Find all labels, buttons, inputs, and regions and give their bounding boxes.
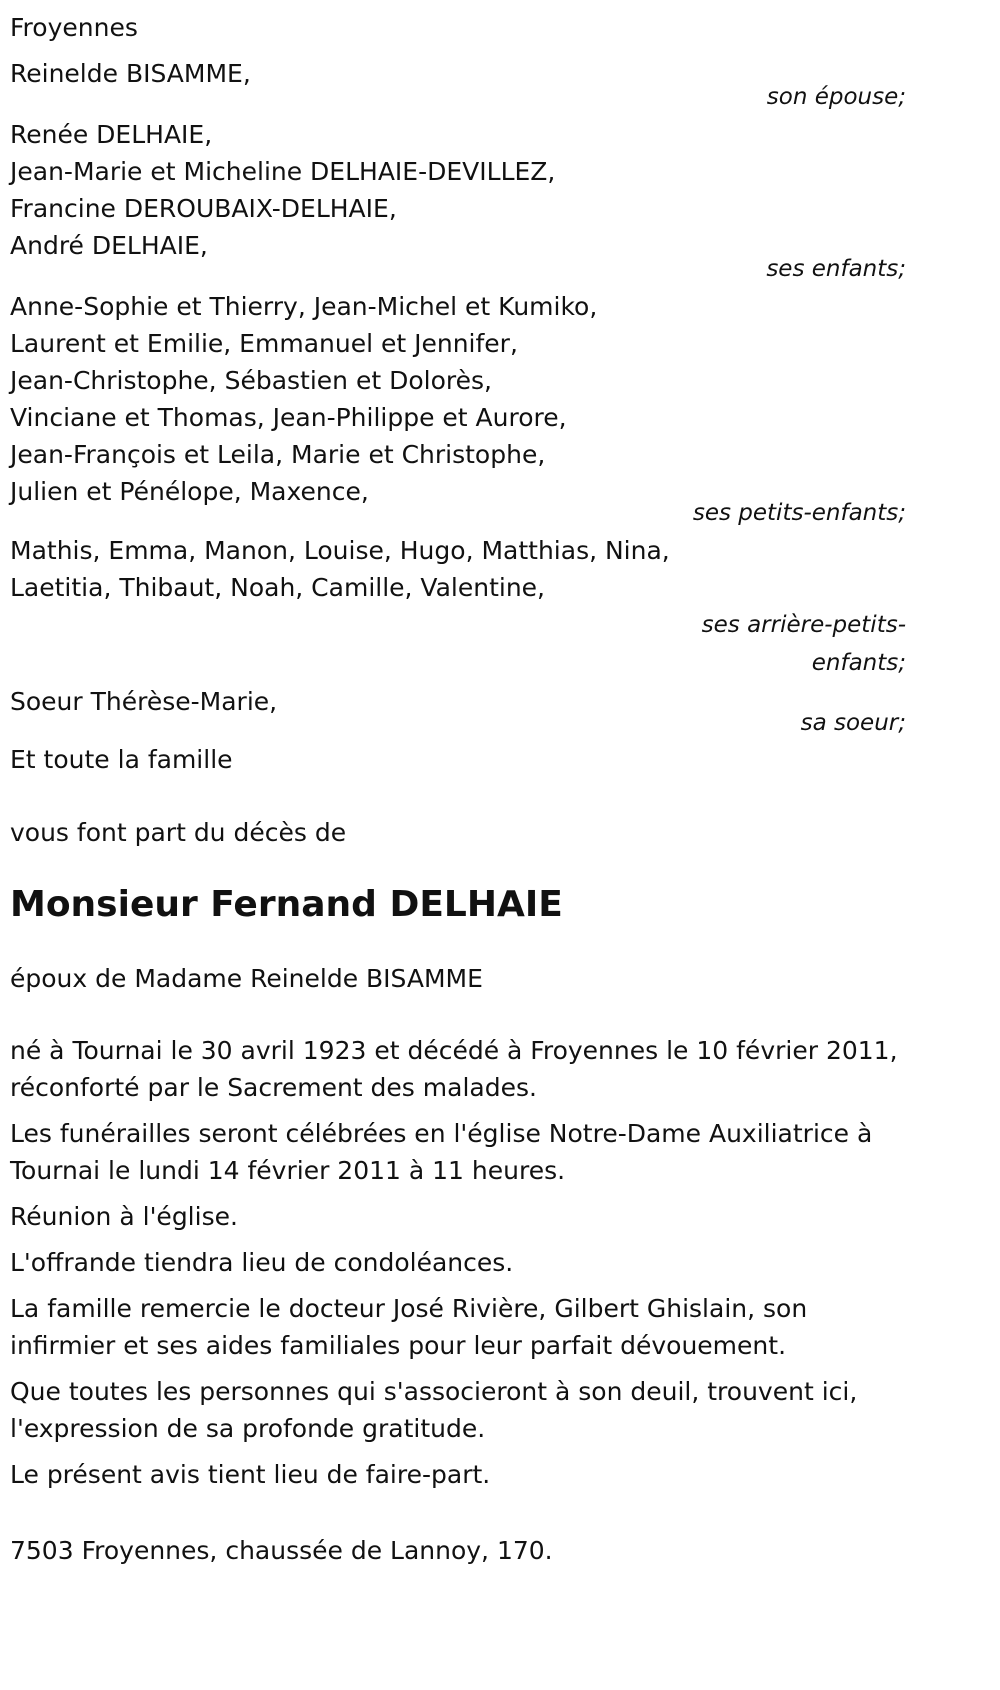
funeral-paragraph: Les funérailles seront célébrées en l'église Notre-Dame Auxiliatrice à Tournai le lundi 14 février 2011 à 11 heures. — [10, 1119, 873, 1185]
great-grandchildren-role-cont: enfants; — [811, 650, 906, 676]
child-name: Renée DELHAIE, — [10, 120, 213, 149]
great-grandchildren-block — [10, 532, 990, 682]
offering-paragraph: L'offrande tiendra lieu de condoléances. — [10, 1248, 514, 1277]
child-name: Jean-Marie et Micheline DELHAIE-DEVILLEZ, — [10, 157, 556, 186]
grandchildren-block — [10, 288, 990, 532]
deceased-name: Monsieur Fernand DELHAIE — [10, 884, 563, 925]
spouse-name: Reinelde BISAMME, — [10, 59, 251, 88]
children-block — [10, 116, 990, 288]
grandchild-names: Laurent et Emilie, Emmanuel et Jennifer, — [10, 329, 518, 358]
grandchild-names: Vinciane et Thomas, Jean-Philippe et Aurore, — [10, 403, 567, 432]
grandchild-names: Julien et Pénélope, Maxence, — [10, 477, 369, 506]
great-grandchild-names: Mathis, Emma, Manon, Louise, Hugo, Matthias, Nina, — [10, 536, 670, 565]
gratitude-paragraph: Que toutes les personnes qui s'associeront à son deuil, trouvent ici, l'expression de sa profonde gratitude. — [10, 1377, 858, 1443]
great-grandchild-names: Laetitia, Thibaut, Noah, Camille, Valentine, — [10, 573, 545, 602]
spouse-of-line: époux de Madame Reinelde BISAMME — [10, 964, 483, 993]
obituary-notice — [10, 8, 990, 1571]
great-grandchildren-role: ses arrière-petits- — [701, 612, 906, 638]
thanks-paragraph: La famille remercie le docteur José Rivière, Gilbert Ghislain, son infirmier et ses aides familiales pour leur parfait dévouement. — [10, 1294, 808, 1360]
grandchild-names: Jean-Christophe, Sébastien et Dolorès, — [10, 366, 492, 395]
sister-name: Soeur Thérèse-Marie, — [10, 687, 278, 716]
family-line: Et toute la famille — [10, 745, 233, 774]
grandchildren-role: ses petits-enfants; — [692, 500, 906, 526]
birth-death-paragraph: né à Tournai le 30 avril 1923 et décédé à Froyennes le 10 février 2011, réconforté par le Sacrement des malades. — [10, 1036, 898, 1102]
sister-block — [10, 682, 990, 742]
grandchild-names: Anne-Sophie et Thierry, Jean-Michel et Kumiko, — [10, 292, 598, 321]
announcement-line: vous font part du décès de — [10, 818, 347, 847]
address-line: 7503 Froyennes, chaussée de Lannoy, 170. — [10, 1536, 553, 1565]
sister-role: sa soeur; — [800, 710, 906, 736]
place-heading: Froyennes — [10, 13, 138, 42]
details-block — [10, 1032, 910, 1493]
notice-paragraph: Le présent avis tient lieu de faire-part. — [10, 1460, 491, 1489]
children-role: ses enfants; — [766, 256, 906, 282]
grandchild-names: Jean-François et Leila, Marie et Christophe, — [10, 440, 546, 469]
child-name: André DELHAIE, — [10, 231, 208, 260]
spouse-role: son épouse; — [766, 84, 906, 110]
meeting-paragraph: Réunion à l'église. — [10, 1202, 238, 1231]
spouse-block — [10, 54, 990, 116]
child-name: Francine DEROUBAIX-DELHAIE, — [10, 194, 397, 223]
